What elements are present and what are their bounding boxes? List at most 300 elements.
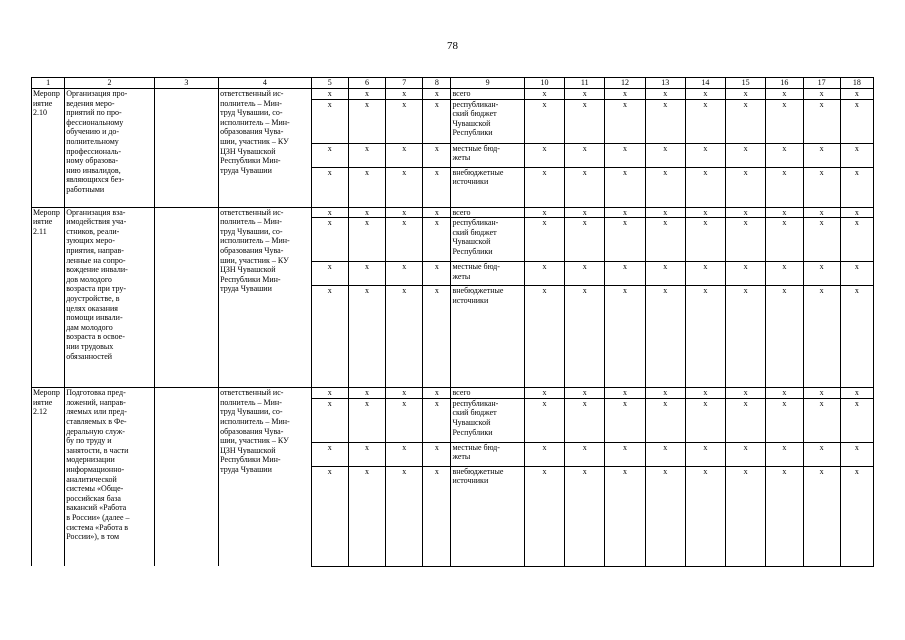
year-value-cell: x xyxy=(565,89,605,100)
year-value-cell: x xyxy=(685,218,725,262)
year-value-cell: x xyxy=(565,218,605,262)
code-cell: x xyxy=(348,207,385,218)
funding-source xyxy=(451,143,524,167)
year-value-cell: x xyxy=(565,99,605,143)
funding-source-line: Республики xyxy=(452,246,493,256)
year-value-cell: x xyxy=(685,207,725,218)
activity-description-line: ляемых или пред- xyxy=(66,407,127,417)
activity-description-line: возраста при тру- xyxy=(66,284,127,294)
year-value-cell: x xyxy=(766,442,803,466)
year-value-cell: x xyxy=(645,442,685,466)
activity-description-line: обязанностей xyxy=(66,351,113,361)
funding-source-line: всего xyxy=(452,388,471,398)
activity-description-line: аналитической xyxy=(66,474,117,484)
year-value-cell: x xyxy=(840,442,873,466)
executor-description-line: полнитель – Мин- xyxy=(220,98,282,108)
year-value-cell: x xyxy=(524,262,564,286)
activity-description-line: Организация вза- xyxy=(66,207,126,217)
column-number-1: 1 xyxy=(32,78,65,89)
code-cell: x xyxy=(386,99,423,143)
column-number-7: 7 xyxy=(386,78,423,89)
year-value-cell: x xyxy=(524,167,564,207)
executor-description-line: труда Чувашии xyxy=(220,165,272,175)
year-value-cell: x xyxy=(565,388,605,399)
page-number: 78 xyxy=(447,40,458,52)
executor-description-line: ответственный ис- xyxy=(220,388,284,398)
code-cell: x xyxy=(386,218,423,262)
year-value-cell: x xyxy=(840,99,873,143)
year-value-cell: x xyxy=(605,99,645,143)
year-value-cell: x xyxy=(645,466,685,566)
year-value-cell: x xyxy=(645,262,685,286)
executor-description-line: исполнитель – Мин- xyxy=(220,416,290,426)
year-value-cell: x xyxy=(726,466,766,566)
executor-description-line: исполнитель – Мин- xyxy=(220,117,290,127)
funding-source xyxy=(451,99,524,143)
activity-description-line: зующих меро- xyxy=(66,236,115,246)
year-value-cell: x xyxy=(840,89,873,100)
code-cell: x xyxy=(311,388,348,399)
activity-description-line: приятий по про- xyxy=(66,108,122,118)
code-cell: x xyxy=(423,218,451,262)
year-value-cell: x xyxy=(766,388,803,399)
code-cell: x xyxy=(348,89,385,100)
year-value-cell: x xyxy=(726,388,766,399)
table-row xyxy=(32,89,874,100)
activity-id: Мероприятие 2.10 xyxy=(32,89,65,208)
year-value-cell: x xyxy=(726,442,766,466)
funding-source-line: внебюджетные xyxy=(452,286,504,296)
year-value-cell: x xyxy=(766,286,803,388)
year-value-cell: x xyxy=(685,398,725,442)
code-cell: x xyxy=(423,466,451,566)
executor-description-line: исполнитель – Мин- xyxy=(220,236,290,246)
executor-description-line: ЦЗН Чувашской xyxy=(220,445,276,455)
code-cell: x xyxy=(423,167,451,207)
code-cell: x xyxy=(348,398,385,442)
year-value-cell: x xyxy=(645,99,685,143)
funding-source xyxy=(451,218,524,262)
empty-column-3 xyxy=(154,89,218,208)
year-value-cell: x xyxy=(803,466,840,566)
year-value-cell: x xyxy=(645,388,685,399)
executor-description-line: шии, участник – КУ xyxy=(220,255,289,265)
year-value-cell: x xyxy=(726,207,766,218)
year-value-cell: x xyxy=(685,262,725,286)
year-value-cell: x xyxy=(766,99,803,143)
year-value-cell: x xyxy=(803,207,840,218)
year-value-cell: x xyxy=(840,466,873,566)
year-value-cell: x xyxy=(605,167,645,207)
year-value-cell: x xyxy=(840,167,873,207)
year-value-cell: x xyxy=(565,466,605,566)
code-cell: x xyxy=(386,442,423,466)
empty-column-3 xyxy=(154,207,218,388)
funding-source-line: республикан- xyxy=(452,99,499,109)
funding-source-line: местные бюд- xyxy=(452,442,500,452)
year-value-cell: x xyxy=(645,207,685,218)
table-body xyxy=(32,78,874,567)
executor-description-line: шии, участник – КУ xyxy=(220,136,289,146)
year-value-cell: x xyxy=(605,286,645,388)
executor-description-line: образования Чува- xyxy=(220,127,284,137)
year-value-cell: x xyxy=(840,398,873,442)
code-cell: x xyxy=(311,207,348,218)
funding-source xyxy=(451,207,524,218)
year-value-cell: x xyxy=(565,286,605,388)
activity-description-line: помощи инвали- xyxy=(66,313,123,323)
column-number-16: 16 xyxy=(766,78,803,89)
activity-description-line: системы «Обще- xyxy=(66,484,124,494)
code-cell: x xyxy=(423,398,451,442)
activity-description-line: дов молодого xyxy=(66,274,112,284)
code-cell: x xyxy=(348,99,385,143)
executor-description-line: Республики Мин- xyxy=(220,274,281,284)
year-value-cell: x xyxy=(803,398,840,442)
activity-description-line: нию инвалидов, xyxy=(66,165,121,175)
year-value-cell: x xyxy=(803,167,840,207)
column-number-9: 9 xyxy=(451,78,524,89)
column-number-15: 15 xyxy=(726,78,766,89)
year-value-cell: x xyxy=(803,143,840,167)
executor-description-line: Республики Мин- xyxy=(220,455,281,465)
year-value-cell: x xyxy=(766,89,803,100)
activity-description-line: доустройстве, в xyxy=(66,293,120,303)
executor-description-line: ЦЗН Чувашской xyxy=(220,265,276,275)
funding-source xyxy=(451,398,524,442)
code-cell: x xyxy=(386,207,423,218)
year-value-cell: x xyxy=(840,218,873,262)
code-cell: x xyxy=(311,167,348,207)
activity-description-line: Организация про- xyxy=(66,89,128,98)
funding-source-line: внебюджетные xyxy=(452,466,504,476)
year-value-cell: x xyxy=(605,207,645,218)
year-value-cell: x xyxy=(605,388,645,399)
year-value-cell: x xyxy=(803,442,840,466)
executor-description-line: шии, участник – КУ xyxy=(220,436,289,446)
code-cell: x xyxy=(311,466,348,566)
year-value-cell: x xyxy=(524,143,564,167)
year-value-cell: x xyxy=(840,143,873,167)
activity-description xyxy=(65,388,155,567)
column-number-17: 17 xyxy=(803,78,840,89)
column-number-2: 2 xyxy=(65,78,155,89)
activity-description-line: имодействия уча- xyxy=(66,217,127,227)
funding-source-line: Республики xyxy=(452,128,493,138)
column-number-6: 6 xyxy=(348,78,385,89)
year-value-cell: x xyxy=(803,218,840,262)
column-number-11: 11 xyxy=(565,78,605,89)
year-value-cell: x xyxy=(605,218,645,262)
column-number-10: 10 xyxy=(524,78,564,89)
year-value-cell: x xyxy=(524,99,564,143)
activity-description-line: полнительному xyxy=(66,136,119,146)
year-value-cell: x xyxy=(685,466,725,566)
code-cell: x xyxy=(386,143,423,167)
code-cell: x xyxy=(348,167,385,207)
code-cell: x xyxy=(423,286,451,388)
activity-description-line: в России» (далее – xyxy=(66,512,130,522)
code-cell: x xyxy=(348,218,385,262)
year-value-cell: x xyxy=(726,143,766,167)
year-value-cell: x xyxy=(605,143,645,167)
column-number-3: 3 xyxy=(154,78,218,89)
funding-source-line: республикан- xyxy=(452,218,499,228)
activity-description-line: России»), в том xyxy=(66,532,120,542)
executor-description-line: полнитель – Мин- xyxy=(220,397,282,407)
year-value-cell: x xyxy=(803,99,840,143)
activity-description-line: фессиональному xyxy=(66,117,124,127)
year-value-cell: x xyxy=(803,286,840,388)
funding-source-line: жеты xyxy=(452,153,471,163)
executor-description-line: труда Чувашии xyxy=(220,284,272,294)
code-cell: x xyxy=(386,262,423,286)
code-cell: x xyxy=(311,218,348,262)
activity-description-line: работными xyxy=(66,184,105,194)
column-number-13: 13 xyxy=(645,78,685,89)
year-value-cell: x xyxy=(645,398,685,442)
code-cell: x xyxy=(386,388,423,399)
code-cell: x xyxy=(386,167,423,207)
executor-description-line: полнитель – Мин- xyxy=(220,217,282,227)
funding-source-line: источники xyxy=(452,177,489,187)
code-cell: x xyxy=(423,388,451,399)
executor-description xyxy=(219,207,312,388)
funding-source xyxy=(451,167,524,207)
program-table xyxy=(31,77,874,567)
executor-description-line: труд Чувашии, со- xyxy=(220,108,283,118)
executor-description-line: труда Чувашии xyxy=(220,464,272,474)
funding-source-line: всего xyxy=(452,89,471,98)
activity-description-line: система «Работа в xyxy=(66,522,129,532)
year-value-cell: x xyxy=(803,388,840,399)
funding-source-line: Чувашской xyxy=(452,237,491,247)
year-value-cell: x xyxy=(645,89,685,100)
year-value-cell: x xyxy=(524,218,564,262)
code-cell: x xyxy=(311,143,348,167)
year-value-cell: x xyxy=(524,89,564,100)
funding-source xyxy=(451,89,524,100)
code-cell: x xyxy=(311,262,348,286)
empty-column-3 xyxy=(154,388,218,567)
executor-description-line: образования Чува- xyxy=(220,245,284,255)
year-value-cell: x xyxy=(766,262,803,286)
funding-source-line: Республики xyxy=(452,427,493,437)
year-value-cell: x xyxy=(766,398,803,442)
funding-source-line: ский бюджет xyxy=(452,408,497,418)
executor-description-line: ответственный ис- xyxy=(220,207,284,217)
year-value-cell: x xyxy=(565,442,605,466)
year-value-cell: x xyxy=(565,167,605,207)
funding-source xyxy=(451,466,524,566)
year-value-cell: x xyxy=(685,89,725,100)
code-cell: x xyxy=(423,99,451,143)
activity-description-line: российская база xyxy=(66,493,121,503)
funding-source-line: Чувашской xyxy=(452,118,491,128)
funding-source-line: местные бюд- xyxy=(452,143,500,153)
code-cell: x xyxy=(348,388,385,399)
activity-description-line: обучению и до- xyxy=(66,127,120,137)
activity-description-line: дам молодого xyxy=(66,322,113,332)
year-value-cell: x xyxy=(524,286,564,388)
year-value-cell: x xyxy=(645,143,685,167)
activity-description-line: возраста в освое- xyxy=(66,332,125,342)
funding-source-line: республикан- xyxy=(452,398,499,408)
code-cell: x xyxy=(348,143,385,167)
year-value-cell: x xyxy=(726,99,766,143)
year-value-cell: x xyxy=(685,442,725,466)
funding-source xyxy=(451,442,524,466)
year-value-cell: x xyxy=(565,207,605,218)
column-number-row xyxy=(32,78,874,89)
activity-description xyxy=(65,89,155,208)
year-value-cell: x xyxy=(840,286,873,388)
code-cell: x xyxy=(311,99,348,143)
activity-description-line: ставляемых в Фе- xyxy=(66,416,127,426)
executor-description xyxy=(219,388,312,567)
code-cell: x xyxy=(348,286,385,388)
funding-source xyxy=(451,388,524,399)
year-value-cell: x xyxy=(645,167,685,207)
funding-source xyxy=(451,262,524,286)
activity-description-line: являющихся без- xyxy=(66,175,125,185)
code-cell: x xyxy=(386,89,423,100)
activity-description-line: нии трудовых xyxy=(66,341,114,351)
year-value-cell: x xyxy=(524,442,564,466)
activity-description-line: занятости, в части xyxy=(66,445,129,455)
table-row xyxy=(32,207,874,218)
activity-description-line: ведения меро- xyxy=(66,98,115,108)
year-value-cell: x xyxy=(605,262,645,286)
year-value-cell: x xyxy=(766,143,803,167)
activity-description-line: ложений, направ- xyxy=(66,397,126,407)
code-cell: x xyxy=(386,466,423,566)
funding-source xyxy=(451,286,524,388)
column-number-14: 14 xyxy=(685,78,725,89)
year-value-cell: x xyxy=(803,262,840,286)
year-value-cell: x xyxy=(685,388,725,399)
year-value-cell: x xyxy=(645,218,685,262)
activity-description-line: бу по труду и xyxy=(66,436,112,446)
activity-description-line: информационно- xyxy=(66,464,125,474)
funding-source-line: источники xyxy=(452,295,489,305)
year-value-cell: x xyxy=(803,89,840,100)
activity-description-line: модернизации xyxy=(66,455,115,465)
year-value-cell: x xyxy=(726,286,766,388)
year-value-cell: x xyxy=(524,466,564,566)
year-value-cell: x xyxy=(840,388,873,399)
column-number-4: 4 xyxy=(219,78,312,89)
code-cell: x xyxy=(311,89,348,100)
code-cell: x xyxy=(386,286,423,388)
year-value-cell: x xyxy=(565,143,605,167)
activity-id: Мероприятие 2.11 xyxy=(32,207,65,388)
year-value-cell: x xyxy=(726,262,766,286)
year-value-cell: x xyxy=(840,262,873,286)
activity-description-line: вакансий «Работа xyxy=(66,503,127,513)
funding-source-line: внебюджетные xyxy=(452,167,504,177)
year-value-cell: x xyxy=(605,89,645,100)
code-cell: x xyxy=(423,262,451,286)
year-value-cell: x xyxy=(726,167,766,207)
activity-description xyxy=(65,207,155,388)
funding-source-line: жеты xyxy=(452,452,471,462)
activity-description-line: деральную служ- xyxy=(66,426,125,436)
executor-description-line: труд Чувашии, со- xyxy=(220,407,283,417)
code-cell: x xyxy=(423,143,451,167)
year-value-cell: x xyxy=(685,167,725,207)
activity-description-line: ному образова- xyxy=(66,156,118,166)
code-cell: x xyxy=(348,442,385,466)
year-value-cell: x xyxy=(685,286,725,388)
year-value-cell: x xyxy=(766,466,803,566)
code-cell: x xyxy=(386,398,423,442)
column-number-8: 8 xyxy=(423,78,451,89)
year-value-cell: x xyxy=(565,398,605,442)
funding-source-line: местные бюд- xyxy=(452,262,500,272)
code-cell: x xyxy=(423,207,451,218)
year-value-cell: x xyxy=(524,388,564,399)
activity-description-line: ленные на сопро- xyxy=(66,255,126,265)
year-value-cell: x xyxy=(726,89,766,100)
year-value-cell: x xyxy=(524,207,564,218)
column-number-18: 18 xyxy=(840,78,873,89)
activity-description-line: профессиональ- xyxy=(66,146,121,156)
executor-description-line: Республики Мин- xyxy=(220,156,281,166)
code-cell: x xyxy=(311,398,348,442)
column-number-5: 5 xyxy=(311,78,348,89)
code-cell: x xyxy=(348,466,385,566)
year-value-cell: x xyxy=(605,466,645,566)
year-value-cell: x xyxy=(565,262,605,286)
activity-description-line: Подготовка пред- xyxy=(66,388,126,398)
year-value-cell: x xyxy=(726,218,766,262)
activity-id: Мероприятие 2.12 xyxy=(32,388,65,567)
code-cell: x xyxy=(348,262,385,286)
activity-description-line: стников, реали- xyxy=(66,226,120,236)
year-value-cell: x xyxy=(766,207,803,218)
funding-source-line: источники xyxy=(452,476,489,486)
code-cell: x xyxy=(311,286,348,388)
year-value-cell: x xyxy=(840,207,873,218)
code-cell: x xyxy=(423,89,451,100)
executor-description xyxy=(219,89,312,208)
funding-source-line: ский бюджет xyxy=(452,227,497,237)
table-row xyxy=(32,388,874,399)
activity-description-line: приятия, направ- xyxy=(66,245,124,255)
year-value-cell: x xyxy=(605,442,645,466)
executor-description-line: труд Чувашии, со- xyxy=(220,226,283,236)
funding-source-line: жеты xyxy=(452,271,471,281)
year-value-cell: x xyxy=(766,167,803,207)
column-number-12: 12 xyxy=(605,78,645,89)
funding-source-line: Чувашской xyxy=(452,417,491,427)
year-value-cell: x xyxy=(524,398,564,442)
year-value-cell: x xyxy=(766,218,803,262)
year-value-cell: x xyxy=(726,398,766,442)
code-cell: x xyxy=(311,442,348,466)
year-value-cell: x xyxy=(605,398,645,442)
year-value-cell: x xyxy=(645,286,685,388)
executor-description-line: ЦЗН Чувашской xyxy=(220,146,276,156)
executor-description-line: образования Чува- xyxy=(220,426,284,436)
activity-description-line: вождение инвали- xyxy=(66,265,128,275)
funding-source-line: всего xyxy=(452,207,471,217)
funding-source-line: ский бюджет xyxy=(452,109,497,119)
code-cell: x xyxy=(423,442,451,466)
year-value-cell: x xyxy=(685,143,725,167)
year-value-cell: x xyxy=(685,99,725,143)
